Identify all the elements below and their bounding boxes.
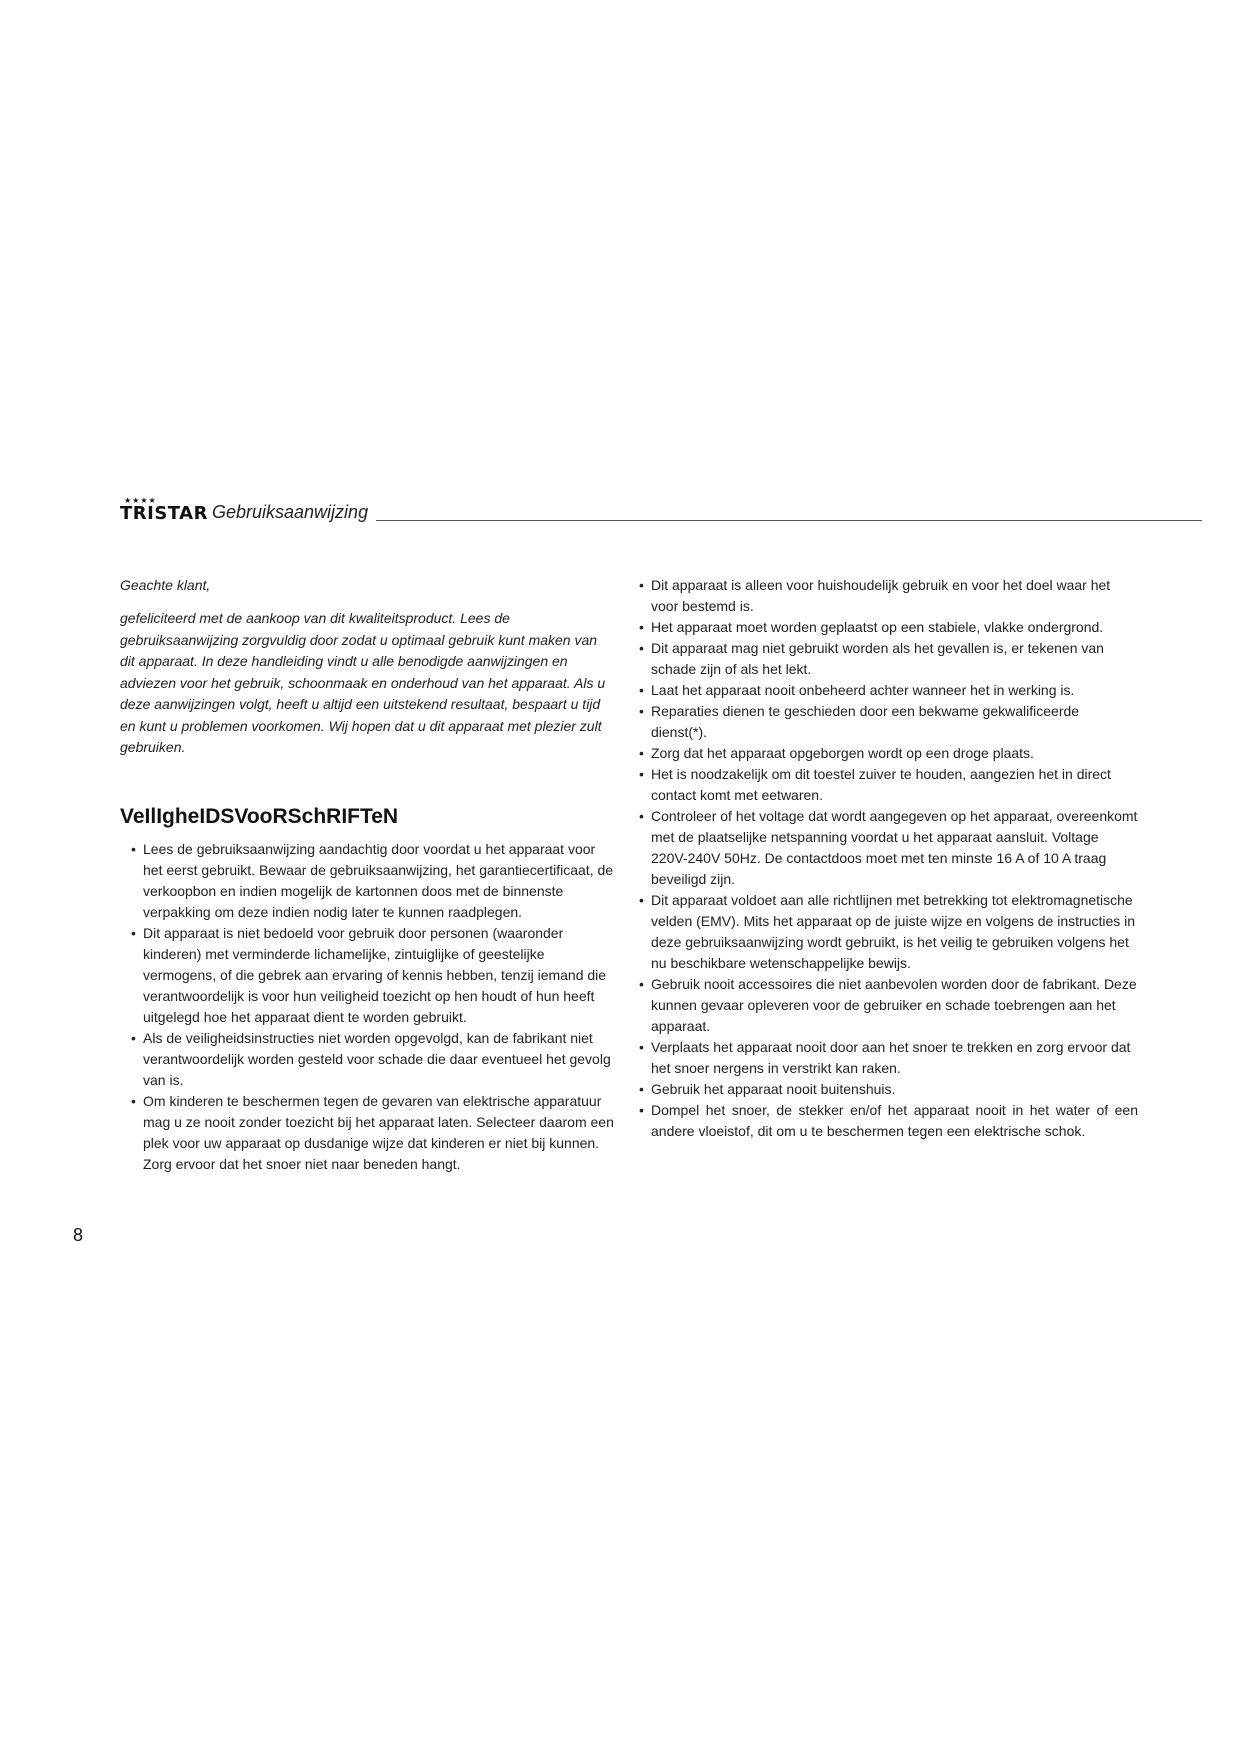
- list-item: [628, 974, 1138, 1037]
- bullet-icon: •: [639, 808, 644, 824]
- list-item: [120, 839, 614, 923]
- list-item: [628, 701, 1138, 743]
- list-item-text: Als de veiligheidsinstructies niet worden opgevolgd, kan de fabrikant niet verantwoordelijk worden gesteld voor schade die daar eventueel het gevolg van is.: [143, 1029, 611, 1088]
- right-column: [628, 575, 1138, 1142]
- list-item: [628, 1037, 1138, 1079]
- safety-list-left: [120, 839, 614, 1175]
- list-item: [628, 743, 1138, 764]
- list-item-text: Verplaats het apparaat nooit door aan het snoer te trekken en zorg ervoor dat het snoer nergens in verstrikt kan raken.: [651, 1039, 1131, 1076]
- list-item: [628, 806, 1138, 890]
- list-item-text: Lees de gebruiksaanwijzing aandachtig door voordat u het apparaat voor het eerst gebruikt. Bewaar de gebruiksaanwijzing, het garantiecertificaat, de verkoopbon en indien mogelijk de kartonnen doos met de binnenste verpakking om deze indien nodig later te kunnen raadplegen.: [143, 840, 614, 920]
- list-item-text: Het is noodzakelijk om dit toestel zuiver te houden, aangezien het in direct contact komt met eetwaren.: [651, 766, 1111, 803]
- bullet-icon: •: [639, 682, 644, 698]
- bullet-icon: •: [639, 976, 644, 992]
- page-header: [120, 497, 1202, 527]
- list-item-text: Dit apparaat is niet bedoeld voor gebruik door personen (waaronder kinderen) met verminderde lichamelijke, zintuiglijke of geestelijke vermogens, of die gebrek aan ervaring of kennis hebben, tenzij iemand die verantwoordelijk is voor hun veiligheid toezicht op hen houdt of hun heeft uitgelegd hoe het apparaat dient te worden gebruikt.: [143, 924, 607, 1025]
- list-item: [120, 1091, 614, 1175]
- list-item-text: Dit apparaat mag niet gebruikt worden als het gevallen is, er tekenen van schade zijn of als het lekt.: [651, 640, 1104, 677]
- list-item: [120, 923, 614, 1028]
- logo-wordmark: TRISTAR: [120, 503, 208, 524]
- list-item-text: Dompel het snoer, de stekker en/of het apparaat nooit in het water of een andere vloeistof, dit om u te beschermen tegen een elektrische schok.: [651, 1102, 1138, 1139]
- page-number: 8: [73, 1225, 84, 1245]
- list-item: [628, 764, 1138, 806]
- bullet-icon: •: [639, 1081, 644, 1097]
- intro-paragraph: gefeliciteerd met de aankoop van dit kwaliteitsproduct. Lees de gebruiksaanwijzing zorgvuldig door zodat u optimaal gebruik kunt maken van dit apparaat. In deze handleiding vindt u alle benodigde aanwijzingen en adviezen voor het gebruik, schoonmaak en onderhoud van het apparaat. Als u deze aanwijzingen volgt, heeft u altijd een uitstekend resultaat, bespaart u tijd en kunt u problemen voorkomen. Wij hopen dat u dit apparaat met plezier zult gebruiken.: [120, 610, 606, 755]
- list-item: [628, 638, 1138, 680]
- bullet-icon: •: [639, 766, 644, 782]
- safety-list-right: [628, 575, 1138, 1142]
- bullet-icon: •: [639, 1102, 644, 1118]
- list-item-text: Dit apparaat voldoet aan alle richtlijnen met betrekking tot elektromagnetische velden (EMV). Mits het apparaat op de juiste wijze en volgens de instructies in deze gebruiksaanwijzing wordt gebruikt, is het veilig te gebruiken volgens het nu beschikbare wetenschappelijke bewijs.: [651, 892, 1136, 971]
- list-item: [628, 617, 1138, 638]
- list-item-text: Reparaties dienen te geschieden door een bekwame gekwalificeerde dienst(*).: [651, 703, 1080, 740]
- list-item: [628, 575, 1138, 617]
- bullet-icon: •: [131, 924, 136, 941]
- list-item-text: Om kinderen te beschermen tegen de gevaren van elektrische apparatuur mag u ze nooit zonder toezicht bij het apparaat laten. Selecteer daarom een plek voor uw apparaat op dusdanige wijze dat kinderen er niet bij kunnen. Zorg ervoor dat het snoer niet naar beneden hangt.: [143, 1092, 614, 1172]
- list-item: [628, 1079, 1138, 1100]
- list-item: [628, 890, 1138, 974]
- list-item-text: Het apparaat moet worden geplaatst op een stabiele, vlakke ondergrond.: [651, 619, 1104, 635]
- intro-greeting: Geachte klant,: [120, 577, 211, 593]
- bullet-icon: •: [639, 1039, 644, 1055]
- bullet-icon: •: [639, 703, 644, 719]
- list-item-text: Zorg dat het apparaat opgeborgen wordt op een droge plaats.: [651, 745, 1034, 761]
- bullet-icon: •: [639, 745, 644, 761]
- list-item-text: Controleer of het voltage dat wordt aangegeven op het apparaat, overeenkomt met de plaatselijke netspanning voordat u het apparaat aansluit. Voltage 220V-240V 50Hz. De contactdoos moet met ten minste 16 A of 10 A traag beveiligd zijn.: [651, 808, 1138, 887]
- list-item: [120, 1028, 614, 1091]
- list-item: [628, 1100, 1138, 1142]
- bullet-icon: •: [639, 577, 644, 593]
- bullet-icon: •: [131, 1092, 136, 1109]
- section-heading: VeIlIgheIDSVooRSchRIFTeN: [120, 804, 399, 828]
- list-item-text: Gebruik het apparaat nooit buitenshuis.: [651, 1081, 896, 1097]
- tristar-logo: [120, 497, 206, 525]
- list-item-text: Gebruik nooit accessoires die niet aanbevolen worden door de fabrikant. Deze kunnen gevaar opleveren voor de gebruiker en schade toebrengen aan het apparaat.: [651, 976, 1137, 1034]
- bullet-icon: •: [131, 1029, 136, 1046]
- bullet-icon: •: [639, 640, 644, 656]
- header-title: Gebruiksaanwijzing: [212, 502, 369, 522]
- list-item-text: Laat het apparaat nooit onbeheerd achter wanneer het in werking is.: [651, 682, 1075, 698]
- list-item-text: Dit apparaat is alleen voor huishoudelijk gebruik en voor het doel waar het voor bestemd is.: [651, 577, 1111, 614]
- logo-stars: ★★★★: [124, 496, 157, 505]
- list-item: [628, 680, 1138, 701]
- bullet-icon: •: [131, 840, 136, 857]
- header-rule: [376, 520, 1202, 521]
- left-column: [120, 575, 614, 1175]
- bullet-icon: •: [639, 619, 644, 635]
- bullet-icon: •: [639, 892, 644, 908]
